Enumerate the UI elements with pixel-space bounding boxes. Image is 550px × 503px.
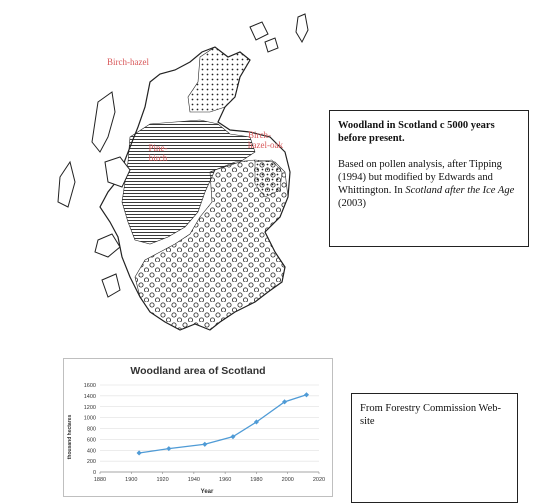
island-mull — [95, 234, 120, 257]
woodland-map — [50, 12, 325, 332]
x-tick-label: 1900 — [125, 477, 138, 483]
series-line — [139, 395, 306, 453]
y-tick-label: 200 — [86, 459, 96, 466]
chart-y-ticks — [84, 383, 96, 476]
data-point — [304, 392, 309, 397]
y-tick-label: 1400 — [83, 393, 96, 400]
island-shetland — [296, 14, 308, 42]
x-tick-label: 2020 — [312, 477, 326, 483]
y-tick-label: 1000 — [83, 415, 96, 422]
chart-canvas — [64, 359, 332, 496]
island-islay — [102, 274, 120, 297]
island-orkney — [250, 22, 268, 40]
chart-x-axis-label: Year — [200, 489, 214, 495]
x-tick-label: 1960 — [219, 477, 232, 483]
woodland-caption-box — [329, 110, 529, 247]
source-note-text: From Forestry Commission Web-site — [360, 403, 502, 427]
chart-title: Woodland area of Scotland — [130, 365, 266, 377]
island-lewis — [92, 92, 115, 152]
island-uist — [58, 162, 75, 207]
x-tick-label: 1880 — [93, 477, 107, 483]
source-note-box — [351, 393, 518, 503]
label-birch-hazel-oak: Birch-hazel-oak — [248, 130, 283, 150]
chart-y-axis-label: thousand hectares — [67, 414, 73, 460]
woodland-caption-year: (2003) — [338, 198, 366, 209]
woodland-area-chart — [63, 358, 333, 497]
y-tick-label: 400 — [86, 448, 96, 455]
data-point — [137, 450, 142, 455]
chart-series — [137, 392, 309, 455]
data-point — [202, 442, 207, 447]
y-tick-label: 1200 — [83, 404, 96, 411]
book-title: Scotland after the Ice Age — [405, 185, 515, 196]
y-tick-label: 800 — [86, 426, 96, 433]
woodland-caption-title: Woodland in Scotland c 5000 years before present. — [338, 120, 495, 144]
label-pine-birch: Pine-birch — [148, 143, 168, 163]
x-tick-label: 1980 — [250, 477, 263, 483]
woodland-caption-body-text: Based on pollen analysis, after Tipping (1994) but modified by Edwards and Whittington. In — [338, 159, 502, 196]
x-tick-label: 1940 — [187, 477, 200, 483]
y-tick-label: 600 — [86, 437, 96, 444]
y-tick-label: 1600 — [83, 383, 96, 389]
y-tick-label: 0 — [92, 470, 96, 476]
chart-x-ticks — [94, 472, 325, 483]
label-birch-hazel: Birch-hazel — [107, 57, 149, 67]
x-tick-label: 2000 — [281, 477, 294, 483]
island-orkney-2 — [265, 38, 278, 52]
chart-gridlines — [100, 385, 319, 472]
woodland-caption-body — [338, 158, 520, 210]
x-tick-label: 1920 — [156, 477, 169, 483]
